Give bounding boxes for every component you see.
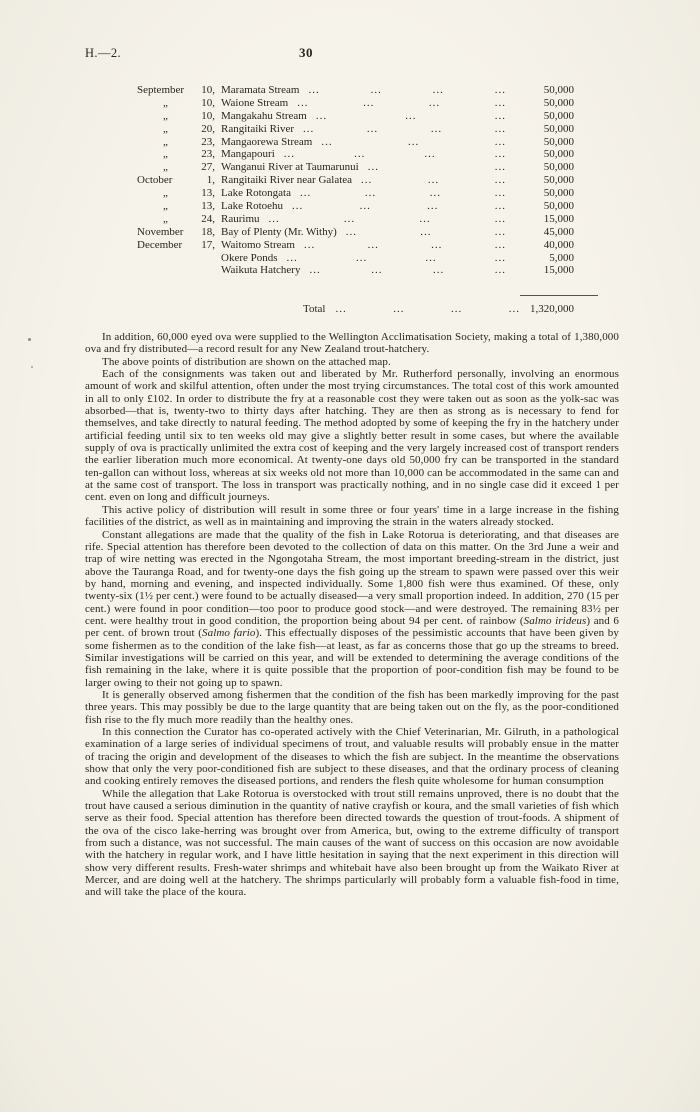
day-cell: 10,: [201, 96, 215, 109]
leader-dots: [361, 174, 506, 187]
day-cell: 17,: [201, 238, 215, 251]
leader-dots: [321, 136, 506, 149]
table-row: [137, 200, 574, 213]
leader-dot-group: ...: [343, 212, 356, 225]
leader-dot-group: ...: [494, 109, 506, 122]
day-cell: 13,: [201, 200, 215, 213]
location-cell: Mangaorewa Stream: [221, 135, 313, 148]
leader-dot-group: ...: [494, 122, 506, 135]
table-row: [137, 226, 574, 239]
amount-cell: 50,000: [543, 200, 574, 213]
amount-cell: 50,000: [543, 96, 574, 109]
table-row: [137, 123, 574, 136]
leader-dot-group: ...: [370, 84, 382, 96]
leader-dot-group: ...: [405, 109, 417, 122]
table-row: [137, 161, 574, 174]
paragraph: [85, 356, 619, 368]
leader-dot-group: ...: [425, 251, 437, 264]
month-cell: September: [137, 84, 185, 96]
leader-dots: [269, 213, 507, 226]
month-cell: „: [163, 200, 168, 213]
leader-dot-group: ...: [494, 225, 506, 238]
distribution-table: [137, 84, 574, 277]
leader-dot-group: ...: [427, 200, 439, 213]
table-row: [137, 97, 574, 110]
leader-dot-group: ...: [494, 135, 506, 148]
leader-dots: [303, 123, 506, 136]
leader-dot-group: ...: [427, 174, 440, 187]
leader-dot-group: ...: [430, 122, 443, 135]
month-cell: „: [163, 161, 168, 174]
leader-dot-group: ...: [371, 264, 383, 277]
amount-cell: 5,000: [549, 251, 574, 264]
paragraph-text: ). This effectually disposes of the pessimistic accounts that have been given by some fishermen as to the condition of the lake fish—at least, as far as concerns those that go up the streams to breed. Similar investigations will be carried on this year, and will be extended to determining the average conditions of the fish remaining in the lake, where it is quite possible that the proportion of poor-condition fish may be found to be larger owing to their not going up to spawn.: [85, 627, 619, 689]
leader-dot-group: ...: [432, 84, 444, 96]
paragraph-text: It is generally observed among fishermen that the condition of the fish has been markedly improving for the past three years. This may possibly be due to the large quantity that are being taken out on the fly, as the poor-conditioned fish rise to the fly much more readily than the healthy ones.: [85, 688, 619, 726]
location-cell: Rangitaiki River near Galatea: [221, 174, 353, 187]
paragraph: [85, 689, 619, 726]
location-cell: Lake Rotoehu: [221, 200, 284, 213]
day-cell: 1,: [206, 174, 215, 187]
leader-dot-group: ...: [408, 135, 420, 148]
day-cell: 27,: [201, 161, 215, 174]
leader-dot-group: ...: [292, 200, 304, 213]
leader-dot-group: ...: [367, 238, 379, 251]
total-row: [303, 303, 574, 316]
leader-dots: [309, 84, 507, 97]
leader-dot-group: ...: [450, 303, 463, 315]
day-cell: 10,: [201, 84, 215, 96]
leader-dot-group: ...: [429, 187, 442, 200]
paragraph-text: The above points of distribution are shown on the attached map.: [102, 355, 391, 368]
month-cell: „: [163, 212, 168, 225]
leader-dot-group: ...: [361, 174, 373, 187]
table-row: [137, 174, 574, 187]
day-cell: 18,: [201, 225, 215, 238]
leader-dot-group: ...: [494, 96, 506, 109]
table-row: [137, 84, 574, 97]
leader-dot-group: ...: [315, 109, 328, 122]
total-leader-dots: [335, 303, 520, 316]
day-cell: 20,: [201, 122, 215, 135]
leader-dot-group: ...: [335, 303, 347, 315]
table-row: [137, 136, 574, 149]
paragraph: [85, 368, 619, 504]
leader-dot-group: ...: [494, 212, 506, 225]
paragraph-text: Each of the consignments was taken out and liberated by Mr. Rutherford personally, involving an enormous amount of work and skilful attention, often under the most trying circumstances. The total cost of this work amounted in all to only £102. In order to distribute the fry at a reasonable cost they were taken out as soon as the yolk-sac was absorbed—that is, twenty-two to thirty days after hatching. They are then as strong as is necessary to fend for themselves, and take directly to natural feeding. The method adopted by some of keeping the fry in the hatchery under artificial feeding until six to ten weeks old may give a slightly better result in some cases, but where the available supply of ova is practically unlimited the extra cost of keeping and the very largely increased cost of transport renders the earlier liberation much more economical. At twenty-one days old 50,000 fry can be transported in the standard ten-gallon can without loss, whereas at six weeks old not more than 10,000 can be accommodated in the same can and at the same cost of transport. The loss in transport was practically nothing, and in no single case did it exceed 1 per cent. even on long and difficult journeys.: [85, 368, 619, 504]
leader-dot-group: ...: [345, 225, 358, 238]
month-cell: „: [163, 109, 168, 122]
amount-cell: 45,000: [543, 225, 574, 238]
total-amount: 1,320,000: [530, 303, 574, 315]
location-cell: Raurimu: [221, 212, 260, 225]
leader-dot-group: ...: [367, 161, 379, 174]
leader-dot-group: ...: [393, 303, 405, 315]
leader-dot-group: ...: [308, 84, 320, 96]
leader-dot-group: ...: [303, 122, 315, 135]
body-text: [85, 331, 619, 899]
leader-dot-group: ...: [432, 264, 445, 277]
scan-speck: [31, 366, 33, 368]
day-cell: 23,: [201, 148, 215, 161]
amount-cell: 50,000: [543, 84, 574, 96]
paragraph-text: Constant allegations are made that the quality of the fish in Lake Rotorua is deteriorating, and that diseases are rife. Special attention has therefore been devoted to the collection of data on this matter. On the 3rd June a weir and trap of wire netting was erected in the Ngongotaha Stream, the most important breeding-stream in the district, just above the Tauranga Road, and for twenty-one days the fish going up the stream to spawn were passed over this weir by hand, morning and evening, and inspected individually. Some 1,800 fish were thus examined. Of these, only twenty-six (1½ per cent.) were found to be actually diseased—a very small proportion indeed. In addition, 270 (15 per cent.) were found in poor condition—too poor to produce good stock—and were destroyed. The remaining 83½ per cent. were healthy trout in good condition, the proportion being about 94 per cent. of rainbow (: [85, 528, 619, 627]
report-code: H.—2.: [85, 46, 122, 60]
table-row: [137, 252, 574, 265]
leader-dots: [284, 148, 506, 161]
leader-dots: [297, 97, 506, 110]
leader-dot-group: ...: [424, 148, 436, 161]
paragraph-text: In addition, 60,000 eyed ova were supplied to the Wellington Acclimatisation Society, making a total of 1,380,000 ova and fry distributed—a record result for any New Zealand trout-hatchery.: [85, 331, 619, 356]
location-cell: Waikuta Hatchery: [221, 264, 301, 277]
month-cell: „: [163, 122, 168, 135]
leader-dot-group: ...: [494, 187, 506, 200]
location-cell: Waione Stream: [221, 96, 289, 109]
leader-dot-group: ...: [321, 135, 333, 148]
leader-dot-group: ...: [359, 200, 371, 213]
location-cell: Rangitaiki River: [221, 122, 295, 135]
day-cell: 23,: [201, 135, 215, 148]
month-cell: October: [137, 174, 173, 187]
month-cell: November: [137, 225, 184, 238]
paragraph-text: In this connection the Curator has co-operated actively with the Chief Veterinarian, Mr. Gilruth, in a pathological examination of a large series of individual specimens of trout, and valuable results will probably ensue in the matter of tracing the origin and development of the diseases to which the fish are subject. In the meantime the observations show that only the very poor-conditioned fish are subject to these diseases, and that the ordinary process of cleaning and cooking entirely removes the diseased portions, and renders the flesh quite wholesome for human consumption: [85, 726, 619, 788]
leader-dot-group: ...: [494, 251, 506, 264]
amount-cell: 15,000: [543, 212, 574, 225]
sum-rule: [520, 295, 598, 296]
page-number: 30: [299, 45, 313, 60]
leader-dot-group: ...: [309, 264, 321, 277]
leader-dots: [304, 239, 506, 252]
amount-cell: 50,000: [543, 148, 574, 161]
month-cell: „: [163, 187, 168, 200]
leader-dot-group: ...: [494, 148, 506, 161]
leader-dot-group: ...: [354, 148, 366, 161]
paragraph: [85, 529, 619, 689]
month-cell: „: [163, 135, 168, 148]
day-cell: 10,: [201, 109, 215, 122]
species-name-italic: Salmo irideus: [523, 614, 587, 627]
leader-dot-group: ...: [494, 238, 506, 251]
leader-dot-group: ...: [299, 187, 312, 200]
leader-dot-group: ...: [494, 174, 506, 187]
paragraph-text: ) and 6 per cent. of brown trout (: [85, 614, 620, 640]
location-cell: Bay of Plenty (Mr. Withy): [221, 225, 337, 238]
leader-dot-group: ...: [494, 200, 506, 213]
total-label: Total: [303, 303, 326, 315]
day-cell: 24,: [201, 212, 215, 225]
paragraph: [85, 788, 619, 899]
amount-cell: 50,000: [543, 174, 574, 187]
leader-dot-group: ...: [283, 148, 296, 161]
leader-dot-group: ...: [428, 96, 441, 109]
amount-cell: 50,000: [543, 161, 574, 174]
leader-dot-group: ...: [494, 264, 506, 277]
amount-cell: 15,000: [543, 264, 574, 277]
paragraph-text: This active policy of distribution will result in some three or four years' time in a large increase in the fishing facilities of the district, as well as in maintaining and improving the strain in the waters already stocked.: [85, 503, 619, 529]
location-cell: Mangakahu Stream: [221, 109, 307, 122]
table-row: [137, 187, 574, 200]
location-cell: Lake Rotongata: [221, 187, 291, 200]
leader-dots: [309, 264, 506, 277]
leader-dot-group: ...: [494, 161, 506, 174]
location-cell: Maramata Stream: [221, 84, 300, 96]
paragraph: [85, 726, 619, 788]
leader-dot-group: ...: [355, 251, 368, 264]
paragraph-text: While the allegation that Lake Rotorua is overstocked with trout still remains unproved, there is no doubt that the trout have caused a serious diminution in the quantity of native crayfish or koura, and the small varieties of fish which serve as their food. Special attention has therefore been directed towards the question of trout-foods. A shipment of the ova of the cisco lake-herring was brought over from America, but, owing to the extreme difficulty of transport from such a distance, was not successful. The main causes of the want of success on this occasion are now avoidable with the hatchery in regular work, and I have little hesitation in saying that the next experiment in this direction will show very different results. Fresh-water shrimps and whitebait have also been brought up from the Waikato River at Mercer, and are doing well at the hatchery. The shrimps particularly will probably form a valuable fish-food in time, and will take the place of the koura.: [85, 787, 619, 899]
table-row: [137, 264, 574, 277]
leader-dot-group: ...: [419, 212, 431, 225]
amount-cell: 50,000: [543, 135, 574, 148]
table-row: [137, 148, 574, 161]
leader-dots: [287, 252, 506, 265]
leader-dot-group: ...: [366, 122, 379, 135]
table-row: [137, 213, 574, 226]
leader-dot-group: ...: [431, 238, 443, 251]
leader-dots: [316, 110, 506, 123]
month-cell: December: [137, 238, 183, 251]
amount-cell: 50,000: [543, 109, 574, 122]
leader-dot-group: ...: [363, 96, 375, 109]
amount-cell: 50,000: [543, 187, 574, 200]
month-cell: „: [163, 148, 168, 161]
amount-cell: 50,000: [543, 122, 574, 135]
location-cell: Waitomo Stream: [221, 238, 295, 251]
leader-dots: [300, 187, 506, 200]
leader-dot-group: ...: [268, 212, 280, 225]
leader-dot-group: ...: [286, 251, 298, 264]
scan-speck: [28, 338, 31, 341]
species-name-italic: Salmo fario: [202, 627, 256, 640]
leader-dot-group: ...: [364, 187, 377, 200]
leader-dot-group: ...: [508, 303, 520, 315]
leader-dot-group: ...: [420, 225, 432, 238]
leader-dot-group: ...: [494, 84, 506, 96]
location-cell: Mangapouri: [221, 148, 275, 161]
leader-dot-group: ...: [297, 96, 309, 109]
table-row: [137, 110, 574, 123]
leader-dot-group: ...: [303, 238, 316, 251]
paragraph: [85, 504, 619, 529]
leader-dots: [292, 200, 506, 213]
leader-dots: [346, 226, 506, 239]
leader-dots: [368, 161, 506, 174]
day-cell: 13,: [201, 187, 215, 200]
location-cell: Wanganui River at Taumarunui: [221, 161, 359, 174]
location-cell: Okere Ponds: [221, 251, 278, 264]
month-cell: „: [163, 96, 168, 109]
amount-cell: 40,000: [543, 238, 574, 251]
table-row: [137, 239, 574, 252]
paragraph: [85, 331, 619, 356]
